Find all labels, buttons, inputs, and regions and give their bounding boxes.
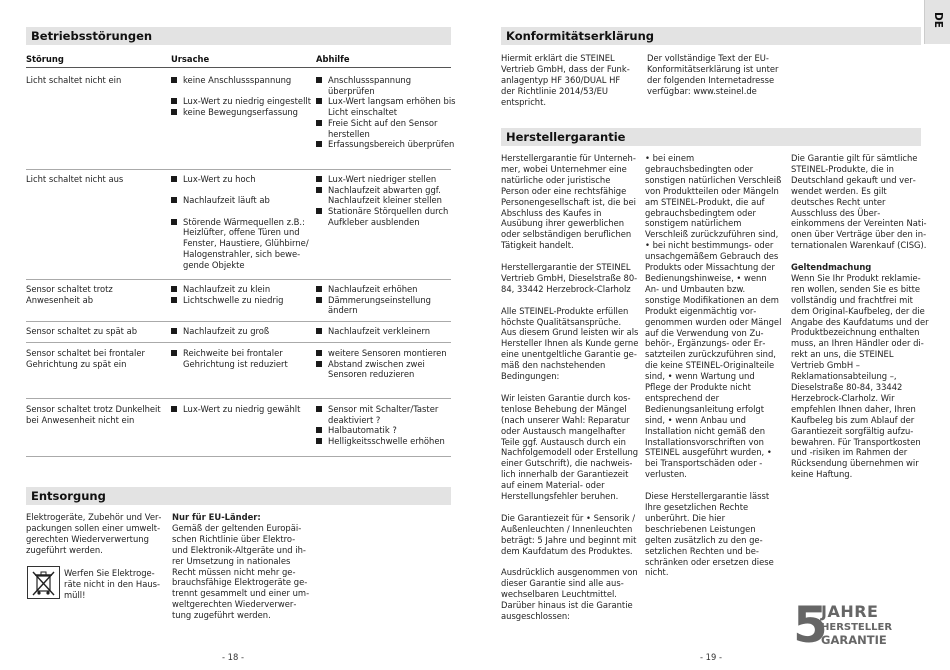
ursache-item: Nachlaufzeit zu klein [171, 284, 311, 295]
disposal-text: Elektrogeräte, Zubehör und Verpackungen sollen einer umweltgerechten Wiederverwertung zugeführt werden. [26, 512, 162, 555]
stoerung-cell: Sensor schaltet trotz Anwesenheit ab [26, 284, 113, 305]
abhilfe-cell [316, 75, 456, 150]
table-row [26, 75, 456, 167]
abhilfe-item: Dämmerungseinstellung ändern [316, 295, 456, 316]
ursache-item: Nachlaufzeit läuft ab [171, 195, 311, 206]
abhilfe-cell [316, 348, 456, 380]
column-header-stoerung: Störung [26, 54, 64, 64]
abhilfe-cell [316, 326, 456, 337]
disposal-title: Entsorgung [26, 487, 451, 505]
page-number-right: - 19 - [700, 652, 723, 662]
row-divider [26, 456, 451, 457]
guarantee-logo-hersteller: HERSTELLER [821, 622, 893, 633]
warranty-paragraph: Die Garantie gilt für sämtliche STEINEL-Produkte, die in Deutschland gekauft und verwendet werden. Es gilt deutsches Recht unter Ausschluss des Übereinkommens der Vereinten Nationen über Verträge über den internationalen Warenkauf (CISG). [791, 153, 927, 251]
table-row [26, 284, 451, 320]
ursache-cell [171, 284, 311, 305]
warranty-title: Herstellergarantie [501, 128, 921, 146]
abhilfe-item: Lux-Wert langsam erhöhen bis Licht einschaltet [316, 96, 456, 117]
page-number-left: - 18 - [222, 652, 245, 662]
ursache-cell [171, 404, 311, 415]
ursache-item: Lux-Wert zu hoch [171, 174, 311, 185]
abhilfe-item: Lux-Wert niedriger stellen [316, 174, 456, 185]
ursache-item: Nachlaufzeit zu groß [171, 326, 311, 337]
warranty-exclusions: • bei einem gebrauchsbedingten oder sonstigen natürlichen Verschleiß von Produktteilen oder Mängeln am STEINEL-Produkt, die auf gebrauchsbedingtem oder sonstigem natürlichem Verschleiß zurückzuführen sind, • bei nicht bestimmungs- oder unsachgemäßem Gebrauch des Produkts oder Missachtung der Bedienungshinweise, • wenn An- und Umbauten bzw. sonstige Modifikationen an dem Produkt eigenmächtig vorgenommen wurden oder Mängel auf die Verwendung von Zubehör-, Ergänzungs- oder Ersatzteilen zurückzuführen sind, die keine STEINEL-Originalteile sind, • wenn Wartung und Pflege der Produkte nicht entsprechend der Bedienungsanleitung erfolgt sind, • wenn Anbau und Installation nicht gemäß den Installationsvorschriften von STEINEL ausgeführt wurden, • bei Transportschäden oder -verlusten. [645, 153, 782, 480]
guarantee-logo-number: 5 [793, 596, 828, 654]
language-tab-label: DE [932, 12, 944, 28]
abhilfe-item: Freie Sicht auf den Sensor herstellen [316, 118, 456, 139]
ursache-item: Lichtschwelle zu niedrig [171, 295, 311, 306]
conformity-text-1: Hiermit erklärt die STEINEL Vertrieb GmbH, dass der Funkanlagentyp HF 360/DUAL HF der Richtlinie 2014/53/EU entspricht. [501, 53, 630, 107]
warranty-paragraph: Alle STEINEL-Produkte erfüllen höchste Qualitätsansprüche. Aus diesem Grund leisten wir als Hersteller Ihnen als Kunde gerne eine unentgeltliche Garantie gemäß den nachstehenden Bedingungen: [501, 305, 639, 382]
guarantee-logo [793, 596, 893, 654]
warranty-paragraph: Wir leisten Garantie durch kostenlose Behebung der Mängel (nach unserer Wahl: Reparatur oder Austausch mangelhafter Teile ggf. Austausch durch ein Nachfolgemodell oder Erstellung einer Gutschrift), die nachweislich innerhalb der Garantiezeit auf einem Material- oder Herstellungsfehler beruhen. [501, 392, 639, 502]
table-row [26, 174, 451, 278]
table-row [26, 348, 451, 394]
abhilfe-item: Nachlaufzeit verkleinern [316, 326, 456, 337]
ursache-item: Lux-Wert zu niedrig eingestellt [171, 96, 311, 107]
warranty-column-1 [501, 153, 639, 622]
column-header-abhilfe: Abhilfe [316, 54, 350, 64]
warranty-paragraph: Herstellergarantie für Unternehmer, wobei Unternehmer eine natürliche oder juristische Person oder eine rechtsfähige Personengesellschaft ist, die bei Abschluss des Kaufes in Ausübung ihrer gewerblichen oder selbständigen beruflichen Tätigkeit handelt. [501, 153, 636, 251]
warranty-paragraph: Ausdrücklich ausgenommen von dieser Garantie sind alle auswechselbaren Leuchtmittel. Darüber hinaus ist die Garantie ausgeschlossen: [501, 567, 638, 621]
claim-text: Wenn Sie Ihr Produkt reklamieren wollen, senden Sie es bitte vollständig und frachtfrei mit dem Original-Kaufbeleg, der die Angabe des Kaufdatums und der Produktbezeichnung enthalten muss, an Ihren Händler oder direkt an uns, die STEINEL Vertrieb GmbH – Reklamationsabteilung –, Dieselstraße 80-84, 33442 Herzebrock-Clarholz. Wir empfehlen Ihnen daher, Ihren Kaufbeleg bis zum Ablauf der Garantiezeit sorgfältig aufzubewahren. Für Transportkosten und -risiken im Rahmen der Rücksendung übernehmen wir keine Haftung. [791, 272, 929, 480]
abhilfe-cell [316, 404, 456, 447]
guarantee-logo-jahre: JAHRE [821, 602, 879, 621]
disposal-eu-heading: Nur für EU-Länder: [172, 512, 261, 522]
stoerung-cell: Sensor schaltet zu spät ab [26, 326, 138, 336]
abhilfe-item: weitere Sensoren montieren [316, 348, 456, 359]
conformity-text-2: Der vollständige Text der EU-Konformitätserklärung ist unter der folgenden Internetadresse verfügbar: www.steinel.de [647, 53, 779, 96]
warranty-paragraph: Die Garantiezeit für • Sensorik / Außenleuchten / Innenleuchten beträgt: 5 Jahre und beginnt mit dem Kaufdatum des Produktes. [501, 512, 637, 556]
column-header-ursache: Ursache [171, 54, 210, 64]
right-page [475, 0, 950, 670]
row-divider [26, 342, 451, 343]
ursache-item: Reichweite bei frontaler Gehrichtung ist reduziert [171, 348, 311, 369]
disposal-eu-text: Gemäß der geltenden Europäischen Richtlinie über Elektro- und Elektronik-Altgeräte und ihrer Umsetzung in nationales Recht müssen nicht mehr gebrauchsfähige Elektrogeräte getrennt gesammelt und einer umweltgerechten Wiederverwertung zugeführt werden. [172, 522, 310, 621]
conformity-title: Konformitätserklärung [501, 27, 921, 45]
guarantee-logo-garantie: GARANTIE [821, 633, 887, 647]
row-divider [26, 169, 451, 170]
row-divider [26, 279, 451, 280]
abhilfe-item: Nachlaufzeit erhöhen [316, 284, 456, 295]
ursache-cell [171, 174, 311, 270]
claim-heading: Geltendmachung [791, 262, 872, 273]
abhilfe-item: Abstand zwischen zwei Sensoren reduzieren [316, 359, 456, 380]
ursache-item: keine Anschlussspannung [171, 75, 311, 86]
weee-bin-icon [27, 566, 60, 599]
ursache-cell [171, 348, 311, 369]
warranty-paragraph: Diese Herstellergarantie lässt Ihre gesetzlichen Rechte unberührt. Die hier beschriebenen Leistungen gelten zusätzlich zu den gesetzlichen Rechten und beschränken oder ersetzen diese nicht. [645, 491, 774, 578]
row-divider [26, 398, 451, 399]
ursache-item: Lux-Wert zu niedrig gewählt [171, 404, 311, 415]
disposal-eu-block [172, 512, 312, 621]
warranty-paragraph: Herstellergarantie der STEINEL Vertrieb GmbH, Dieselstraße 80-84, 33442 Herzebrock-Clarholz [501, 262, 638, 294]
abhilfe-item: Nachlaufzeit abwarten ggf. Nachlaufzeit kleiner stellen [316, 185, 456, 206]
abhilfe-item: Halbautomatik ? [316, 425, 456, 436]
stoerung-cell: Sensor schaltet bei frontaler Gehrichtung zu spät ein [26, 348, 145, 369]
abhilfe-cell [316, 284, 456, 316]
table-row [26, 404, 451, 450]
row-divider [26, 321, 451, 322]
abhilfe-item: Sensor mit Schalter/Taster deaktiviert ? [316, 404, 456, 425]
stoerung-cell: Licht schaltet nicht aus [26, 174, 124, 184]
table-header-divider [26, 67, 451, 68]
warranty-column-3 [791, 153, 929, 480]
abhilfe-item: Anschlussspannung überprüfen [316, 75, 456, 96]
ursache-item: keine Bewegungserfassung [171, 107, 311, 118]
language-tab [924, 0, 950, 44]
stoerung-cell: Sensor schaltet trotz Dunkelheit bei Anwesenheit nicht ein [26, 404, 161, 425]
abhilfe-item: Erfassungsbereich überprüfen [316, 139, 456, 150]
ursache-cell [171, 326, 311, 337]
ursache-item: Störende Wärmequellen z.B.: Heizlüfter, offene Türen und Fenster, Haustiere, Glühbirne/ Halogenstrahler, sich bewegende Objekte [171, 217, 311, 271]
abhilfe-item: Stationäre Störquellen durch Aufkleber ausblenden [316, 206, 456, 227]
abhilfe-cell [316, 174, 456, 228]
abhilfe-item: Helligkeitsschwelle erhöhen [316, 436, 456, 447]
troubleshooting-title: Betriebsstörungen [26, 27, 451, 45]
table-row [26, 326, 451, 340]
ursache-cell [171, 75, 311, 118]
disposal-icon-note: Werfen Sie Elektrogeräte nicht in den Hausmüll! [64, 568, 161, 600]
warranty-column-2 [645, 153, 783, 578]
stoerung-cell: Licht schaltet nicht ein [26, 75, 122, 85]
